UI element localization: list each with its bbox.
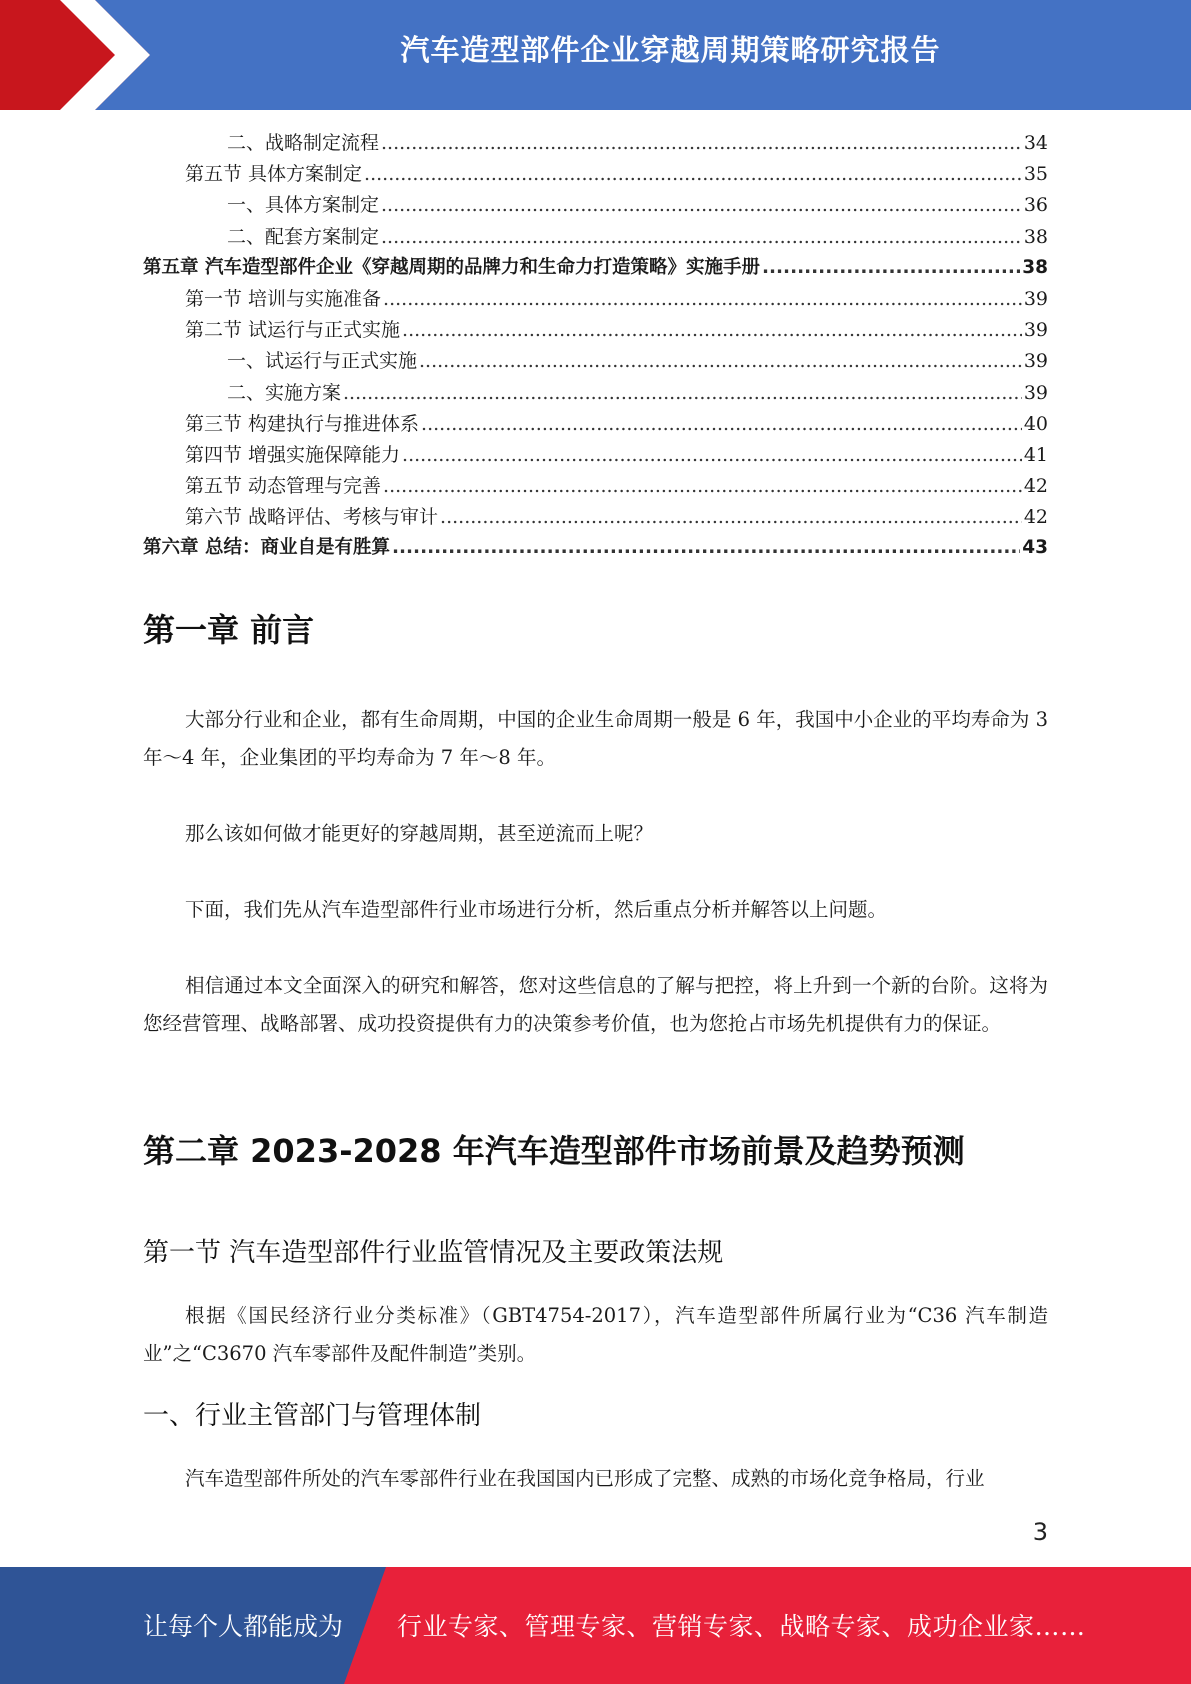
toc-entry[interactable] — [143, 315, 1048, 346]
toc-leader — [419, 350, 1022, 372]
toc-entry-page: 39 — [1023, 381, 1048, 404]
toc-entry-text: 一、试运行与正式实施 — [227, 350, 418, 373]
subsection-heading: 一、行业主管部门与管理体制 — [143, 1401, 482, 1431]
toc-entry-text: 第五节 动态管理与完善 — [185, 475, 382, 498]
table-of-contents — [143, 128, 1048, 565]
toc-entry-text: 第三节 构建执行与推进体系 — [185, 412, 420, 435]
toc-entry-page: 42 — [1023, 475, 1048, 498]
toc-entry-text: 第四节 增强实施保障能力 — [185, 443, 401, 466]
toc-entry-page: 42 — [1023, 506, 1048, 529]
toc-entry[interactable] — [143, 222, 1048, 253]
toc-leader — [343, 382, 1022, 404]
toc-entry-page: 43 — [1022, 537, 1048, 559]
toc-entry[interactable] — [143, 159, 1048, 190]
footer-slogan-left: 让每个人都能成为 — [143, 1612, 344, 1641]
toc-entry[interactable] — [143, 502, 1048, 533]
toc-entry-page: 39 — [1023, 319, 1048, 342]
toc-entry[interactable] — [143, 440, 1048, 471]
toc-entry[interactable] — [143, 409, 1048, 440]
toc-entry[interactable] — [143, 378, 1048, 409]
toc-leader — [402, 444, 1022, 466]
toc-leader — [440, 506, 1022, 528]
toc-entry-page: 39 — [1023, 287, 1048, 310]
toc-entry-text: 第二节 试运行与正式实施 — [185, 319, 401, 342]
body-paragraph: 大部分行业和企业，都有生命周期，中国的企业生命周期一般是 6 年，我国中小企业的平均寿命为 3 年～4 年，企业集团的平均寿命为 7 年～8 年。 — [143, 708, 1048, 769]
toc-entry-page: 36 — [1023, 194, 1048, 217]
chapter-2-heading: 第二章 2023-2028 年汽车造型部件市场前景及趋势预测 — [143, 1132, 965, 1170]
toc-entry-page: 38 — [1022, 256, 1048, 278]
toc-leader — [392, 537, 1020, 558]
header-chevron-decoration — [0, 0, 160, 110]
toc-entry-text: 二、实施方案 — [227, 381, 342, 404]
toc-leader — [381, 132, 1022, 154]
page-footer — [0, 1567, 1191, 1684]
toc-entry-page: 34 — [1023, 132, 1048, 154]
toc-entry-text: 第五节 具体方案制定 — [185, 163, 363, 186]
toc-entry-page: 41 — [1023, 443, 1048, 466]
toc-entry[interactable] — [143, 284, 1048, 315]
toc-entry[interactable] — [143, 346, 1048, 377]
page-number: 3 — [1032, 1518, 1048, 1546]
toc-entry-page: 39 — [1023, 350, 1048, 373]
toc-entry[interactable] — [143, 471, 1048, 502]
body-paragraph: 汽车造型部件所处的汽车零部件行业在我国国内已形成了完整、成熟的市场化竞争格局，行业 — [185, 1467, 985, 1490]
toc-leader — [364, 163, 1022, 185]
toc-leader — [421, 413, 1022, 435]
toc-entry[interactable] — [143, 128, 1048, 159]
report-title: 汽车造型部件企业穿越周期策略研究报告 — [400, 33, 941, 67]
toc-entry-page: 35 — [1023, 163, 1048, 186]
toc-entry-text: 第六节 战略评估、考核与审计 — [185, 506, 439, 529]
toc-leader — [402, 319, 1022, 341]
toc-entry-text: 第五章 汽车造型部件企业《穿越周期的品牌力和生命力打造策略》实施手册 — [143, 256, 760, 278]
toc-entry-text: 第六章 总结：商业自是有胜算 — [143, 537, 390, 559]
toc-leader — [381, 194, 1022, 216]
toc-entry[interactable] — [143, 190, 1048, 221]
toc-entry-chapter[interactable] — [143, 253, 1048, 284]
toc-entry-text: 第一节 培训与实施准备 — [185, 287, 382, 310]
body-paragraph: 根据《国民经济行业分类标准》（GBT4754-2017），汽车造型部件所属行业为“C36 汽车制造业”之“C3670 汽车零部件及配件制造”类别。 — [143, 1304, 1048, 1365]
body-paragraph: 相信通过本文全面深入的研究和解答，您对这些信息的了解与把控，将上升到一个新的台阶。这将为您经营管理、战略部署、成功投资提供有力的决策参考价值，也为您抢占市场先机提供有力的保证。 — [143, 974, 1048, 1035]
toc-entry-text: 二、战略制定流程 — [227, 132, 380, 154]
toc-leader — [383, 288, 1022, 310]
toc-entry-page: 38 — [1023, 225, 1048, 248]
toc-entry-page: 40 — [1023, 412, 1048, 435]
footer-slogan-right: 行业专家、管理专家、营销专家、战略专家、成功企业家…… — [397, 1612, 1086, 1641]
toc-leader — [383, 475, 1022, 497]
page-header — [0, 0, 1191, 110]
toc-entry-text: 一、具体方案制定 — [227, 194, 380, 217]
toc-entry-text: 二、配套方案制定 — [227, 225, 380, 248]
toc-leader — [381, 226, 1022, 248]
toc-leader — [762, 257, 1020, 278]
toc-entry-chapter[interactable] — [143, 533, 1048, 564]
body-paragraph: 下面，我们先从汽车造型部件行业市场进行分析，然后重点分析并解答以上问题。 — [185, 898, 888, 921]
chapter-1-heading: 第一章 前言 — [143, 611, 315, 649]
body-paragraph: 那么该如何做才能更好的穿越周期，甚至逆流而上呢？ — [185, 822, 654, 845]
section-heading: 第一节 汽车造型部件行业监管情况及主要政策法规 — [143, 1238, 724, 1268]
